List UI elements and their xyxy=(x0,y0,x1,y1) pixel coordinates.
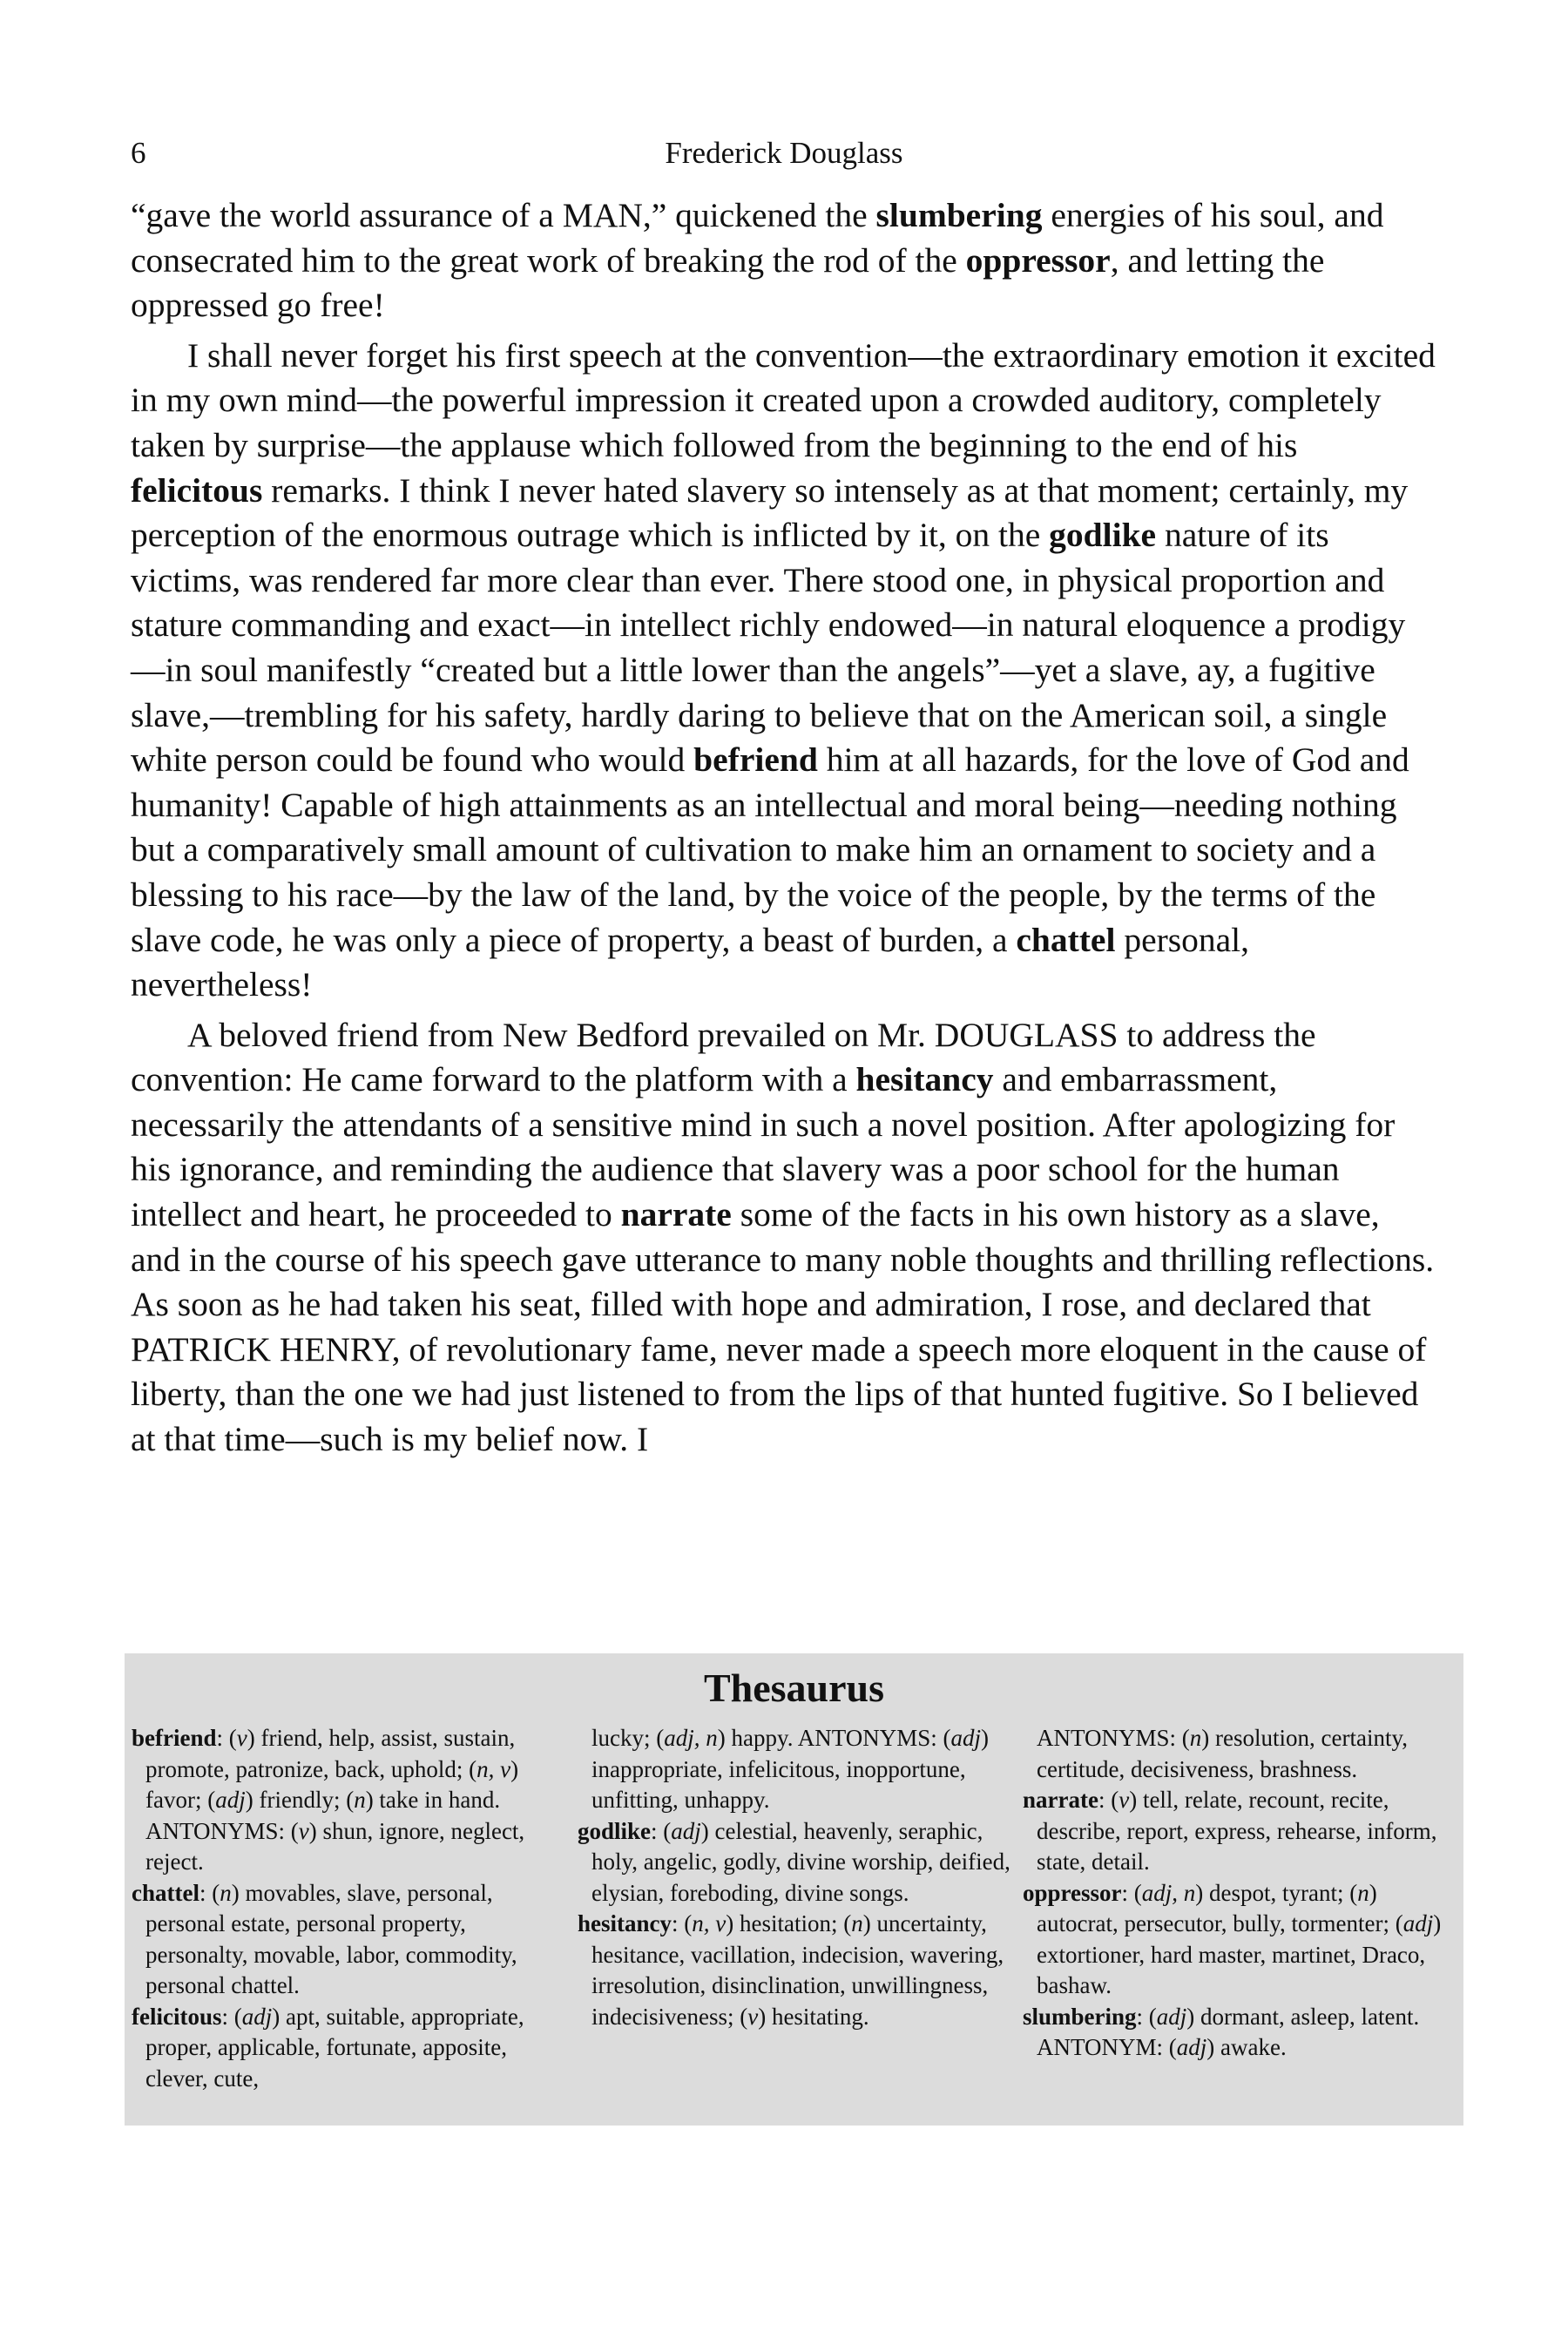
thesaurus-column-3 xyxy=(1023,1723,1463,2117)
entry-text: ) take in hand. ANTONYMS: ( xyxy=(145,1787,501,1844)
entry-text: : ( xyxy=(199,1879,220,1906)
text-run: I shall never forget his first speech at the convention—the extraordinary emotion it excited in my own mind—the powerful impression it created upon a crowded auditory, completely taken by surprise—the applause which followed from the beginning to the end of his xyxy=(131,335,1436,464)
part-of-speech: adj, n xyxy=(1141,1879,1196,1906)
text-run: energies of his soul, and consecrated him to the great work of breaking the rod of the xyxy=(131,196,1384,280)
entry-text: ) resolution, certainty, certitude, decisiveness, brashness. xyxy=(1037,1725,1408,1782)
vocab-word-hesitancy: hesitancy xyxy=(855,1060,994,1099)
thesaurus-entry-hesitancy-continued xyxy=(1023,1723,1463,1785)
entry-text: ) happy. ANTONYMS: ( xyxy=(717,1725,951,1751)
thesaurus-column-1 xyxy=(132,1723,571,2117)
running-title: Frederick Douglass xyxy=(665,136,903,170)
entry-text: : ( xyxy=(1121,1879,1142,1906)
text-run: “gave the world assurance of a MAN,” quickened the xyxy=(131,196,876,234)
entry-word: oppressor xyxy=(1023,1879,1122,1906)
entry-text: : ( xyxy=(221,2003,242,2030)
entry-word: felicitous xyxy=(132,2003,222,2030)
vocab-word-felicitous: felicitous xyxy=(131,470,263,510)
part-of-speech: adj xyxy=(1156,2003,1187,2030)
thesaurus-entry-slumbering xyxy=(1023,2002,1463,2064)
entry-text: ) dormant, asleep, latent. ANTONYM: ( xyxy=(1037,2003,1420,2060)
entry-word: hesitancy xyxy=(578,1910,672,1936)
entry-text: ) hesitating. xyxy=(758,2003,869,2030)
entry-text: ) hesitation; ( xyxy=(726,1910,852,1936)
part-of-speech: v xyxy=(747,2003,759,2030)
entry-text: : ( xyxy=(216,1725,237,1751)
vocab-word-chattel: chattel xyxy=(1016,920,1116,959)
paragraph-1 xyxy=(131,193,1437,328)
text-run: personal, nevertheless! xyxy=(131,920,1250,1004)
thesaurus-entry-chattel xyxy=(132,1878,571,2002)
text-run: and embarrassment, necessarily the attendants of a sensitive mind in such a novel position. After apologizing for his ignorance, and reminding the audience that slavery was a poor school for the human intellect and heart, he proceeded to xyxy=(131,1060,1396,1234)
paragraph-2 xyxy=(131,334,1437,1008)
part-of-speech: n xyxy=(851,1910,863,1936)
entry-text: ) uncertainty, hesitance, vacillation, indecision, wavering, irresolution, disinclination, unwillingness, indecisiveness; ( xyxy=(591,1910,1004,2030)
part-of-speech: adj, n xyxy=(664,1725,718,1751)
entry-text: ) apt, suitable, appropriate, proper, applicable, fortunate, apposite, clever, cute, xyxy=(145,2003,524,2092)
part-of-speech: n xyxy=(220,1879,232,1906)
part-of-speech: adj xyxy=(1176,2034,1207,2060)
entry-text: ) shun, ignore, neglect, reject. xyxy=(145,1817,525,1875)
part-of-speech: n xyxy=(1357,1879,1369,1906)
entry-text: ) favor; ( xyxy=(145,1755,519,1813)
entry-text: ) extortioner, hard master, martinet, Draco, bashaw. xyxy=(1037,1910,1442,1998)
thesaurus-box xyxy=(125,1653,1463,2126)
thesaurus-entry-hesitancy xyxy=(578,1909,1017,2032)
part-of-speech: n, v xyxy=(476,1755,511,1782)
entry-text: ANTONYMS: ( xyxy=(1037,1725,1190,1751)
entry-text: : ( xyxy=(672,1910,693,1936)
entry-word: chattel xyxy=(132,1879,199,1906)
part-of-speech: adj xyxy=(215,1787,246,1813)
paragraph-3 xyxy=(131,1013,1437,1463)
body-text xyxy=(131,193,1437,1468)
text-run: nature of its victims, was rendered far more clear than ever. There stood one, in physical proportion and stature commanding and exact—in intellect richly endowed—in natural eloquence a prodigy—in soul manifestly “created but a little lower than the angels”—yet a slave, ay, a fugitive slave,—trembling for his safety, hardly daring to believe that on the American soil, a single white person could be found who would xyxy=(131,516,1406,780)
entry-text: ) friend, help, assist, sustain, promote, patronize, back, uphold; ( xyxy=(145,1725,516,1782)
part-of-speech: n, v xyxy=(692,1910,727,1936)
thesaurus-entry-narrate xyxy=(1023,1785,1463,1878)
entry-text: ) friendly; ( xyxy=(245,1787,355,1813)
entry-text: : ( xyxy=(1136,2003,1157,2030)
text-run: him at all hazards, for the love of God and humanity! Capable of high attainments as an intellectual and moral being—needing nothing but a comparatively small amount of cultivation to make him an ornament to society and a blessing to his race—by the law of the land, by the voice of the people, by the terms of the slave code, he was only a piece of property, a beast of burden, a xyxy=(131,740,1409,959)
entry-text: : ( xyxy=(1098,1787,1119,1813)
vocab-word-oppressor: oppressor xyxy=(965,240,1111,280)
entry-text: ) inappropriate, infelicitous, inopportune, unfitting, unhappy. xyxy=(591,1725,990,1813)
thesaurus-entry-oppressor xyxy=(1023,1878,1463,2002)
part-of-speech: v xyxy=(1119,1787,1130,1813)
vocab-word-godlike: godlike xyxy=(1049,516,1157,555)
entry-text: ) awake. xyxy=(1206,2034,1287,2060)
vocab-word-narrate: narrate xyxy=(620,1195,732,1234)
entry-text: ) celestial, heavenly, seraphic, holy, angelic, godly, divine worship, deified, elysian, foreboding, divine songs. xyxy=(591,1817,1010,1906)
part-of-speech: adj xyxy=(950,1725,982,1751)
entry-text: ) movables, slave, personal, personal estate, personal property, personalty, movable, labor, commodity, personal chattel. xyxy=(145,1879,517,1998)
part-of-speech: adj xyxy=(241,2003,273,2030)
thesaurus-entry-befriend xyxy=(132,1723,571,1878)
text-run: remarks. I think I never hated slavery so intensely as at that moment; certainly, my perception of the enormous outrage which is inflicted by it, on the xyxy=(131,470,1409,555)
text-run: some of the facts in his own history as a slave, and in the course of his speech gave utterance to many noble thoughts and thrilling reflections. As soon as he had taken his seat, filled with hope and admiration, I rose, and declared that PATRICK HENRY, of revolutionary fame, never made a speech more eloquent in the cause of liberty, than the one we had just listened to from the lips of that hunted fugitive. So I believed at that time—such is my belief now. I xyxy=(131,1195,1435,1459)
entry-word: befriend xyxy=(132,1725,217,1751)
part-of-speech: v xyxy=(236,1725,247,1751)
thesaurus-entry-felicitous-continued xyxy=(578,1723,1017,1816)
text-run: , and letting the oppressed go free! xyxy=(131,240,1325,325)
entry-word: godlike xyxy=(578,1817,652,1844)
vocab-word-befriend: befriend xyxy=(693,740,818,780)
text-run: A beloved friend from New Bedford prevailed on Mr. DOUGLASS to address the convention: He came forward to the platform with a xyxy=(131,1015,1316,1099)
page-number: 6 xyxy=(131,136,146,170)
part-of-speech: v xyxy=(298,1817,309,1844)
part-of-speech: adj xyxy=(671,1817,701,1844)
entry-word: slumbering xyxy=(1023,2003,1137,2030)
entry-text: ) autocrat, persecutor, bully, tormenter; ( xyxy=(1037,1879,1403,1936)
part-of-speech: adj xyxy=(1402,1910,1434,1936)
part-of-speech: n xyxy=(354,1787,366,1813)
entry-text: ) tell, relate, recount, recite, describe, report, express, rehearse, inform, state, detail. xyxy=(1037,1787,1437,1875)
thesaurus-column-2 xyxy=(578,1723,1017,2117)
part-of-speech: n xyxy=(1189,1725,1202,1751)
thesaurus-title: Thesaurus xyxy=(703,1666,885,1710)
entry-text: : ( xyxy=(651,1817,672,1844)
thesaurus-entry-godlike xyxy=(578,1816,1017,1909)
entry-text: ) despot, tyrant; ( xyxy=(1195,1879,1358,1906)
thesaurus-entry-felicitous xyxy=(132,2002,571,2095)
entry-word: narrate xyxy=(1023,1787,1098,1813)
entry-text: lucky; ( xyxy=(591,1725,665,1751)
vocab-word-slumbering: slumbering xyxy=(875,196,1043,234)
page-header xyxy=(131,131,1437,176)
